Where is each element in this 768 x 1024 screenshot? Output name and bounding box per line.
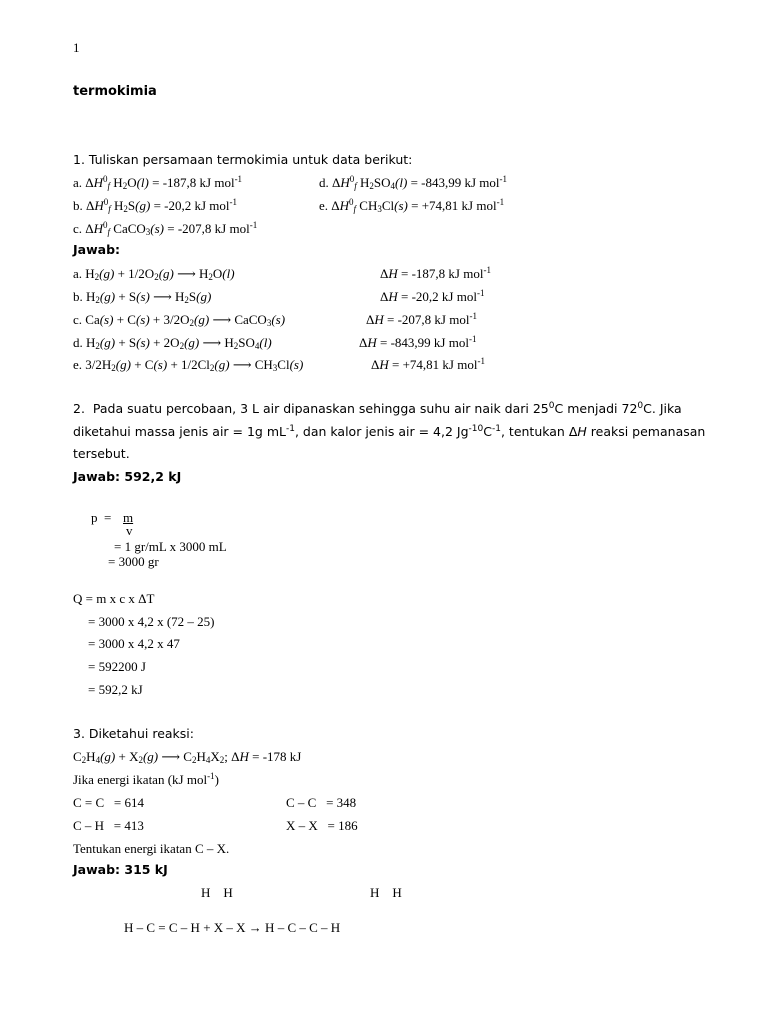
q2-answer: Jawab: 592,2 kJ xyxy=(73,469,182,484)
q1-data-a: a. $\Delta H^0_f$ $H_2O(l) = -187,8$ kJ mol$^{-1}$ xyxy=(73,174,243,191)
heat-step-3: = 592200 J xyxy=(88,659,146,674)
bond-cc-single: C – C = 348 xyxy=(286,795,357,810)
q2-line-3: tersebut. xyxy=(73,446,130,461)
q3-intro: 3. Diketahui reaksi: xyxy=(73,726,194,741)
density-numerator: m xyxy=(123,510,134,525)
document-title: termokimia xyxy=(73,84,157,99)
structure-top-left: H H xyxy=(201,885,233,900)
q1-answer-label: Jawab: xyxy=(73,242,121,257)
q1-answer-c-dh: ΔH = -207,8 kJ mol$^{-1}$ xyxy=(366,311,477,327)
q1-answer-e: e. $3/2H_2(g) + C(s) + 1/2Cl_2(g)$ ⟶ $CH_3Cl(s)$ xyxy=(73,357,304,373)
structure-top-right: H H xyxy=(370,885,402,900)
q1-answer-d-dh: ΔH = -843,99 kJ mol$^{-1}$ xyxy=(359,334,477,350)
q3-bond-energy-label: Jika energi ikatan (kJ mol$^{-1}$) xyxy=(73,771,219,787)
q1-answer-a: a. $H_2(g) + 1/2O_2(g)$ ⟶ $H_2O(l)$ xyxy=(73,266,235,282)
q3-reaction: $C_2H_4(g) + X_2(g)$ ⟶ $C_2H_4X_2$; ΔH = -178 kJ xyxy=(73,749,302,765)
bond-cc-double: C = C = 614 xyxy=(73,795,145,810)
q1-answer-e-dh: ΔH = +74,81 kJ mol$^{-1}$ xyxy=(371,356,485,372)
q1-data-d: d. $\Delta H^0_f$ $H_2SO_4(l) = -843,99$ kJ mol$^{-1}$ xyxy=(319,174,508,191)
q3-task: Tentukan energi ikatan C – X. xyxy=(73,841,230,856)
q2-line-1: 2. Pada suatu percobaan, 3 L air dipanaskan sehingga suhu air naik dari $25^0C$ menjadi $72^0C$. Jika xyxy=(73,401,682,416)
heat-step-2: = 3000 x 4,2 x 47 xyxy=(88,636,180,651)
bond-ch: C – H = 413 xyxy=(73,818,144,833)
density-lhs: p = xyxy=(91,510,115,525)
density-denominator: v xyxy=(126,523,133,538)
heat-formula: Q = m x c x ΔT xyxy=(73,591,155,606)
q1-answer-a-dh: ΔH = -187,8 kJ mol$^{-1}$ xyxy=(380,265,491,281)
q1-question: 1. Tuliskan persamaan termokimia untuk data berikut: xyxy=(73,152,413,167)
q1-answer-d: d. $H_2(g) + S(s) + 2O_2(g)$ ⟶ $H_2SO_4(l)$ xyxy=(73,335,272,351)
density-step-1: = 1 gr/mL x 3000 mL xyxy=(114,539,227,554)
heat-step-1: = 3000 x 4,2 x (72 – 25) xyxy=(88,614,215,629)
q1-data-b: b. $\Delta H^0_f$ $H_2S(g) = -20,2$ kJ mol$^{-1}$ xyxy=(73,197,238,214)
q1-answer-b: b. $H_2(g) + S(s)$ ⟶ $H_2S(g)$ xyxy=(73,289,212,305)
q1-answer-c: c. $Ca(s) + C(s) + 3/2O_2(g)$ ⟶ CaCO$_3$(s) xyxy=(73,312,286,328)
q2-line-2: diketahui massa jenis air = 1g $mL^{-1}$, dan kalor jenis air = 4,2 $Jg^{-10}C^{-1}$, tentukan ΔH reaksi pemanasan xyxy=(73,424,706,439)
q3-answer: Jawab: 315 kJ xyxy=(73,862,168,877)
bond-xx: X – X = 186 xyxy=(286,818,358,833)
q1-answer-b-dh: ΔH = -20,2 kJ mol$^{-1}$ xyxy=(380,288,485,304)
q1-data-c: c. $\Delta H^0_f$ CaCO$_3$(s) = -207,8 kJ mol$^{-1}$ xyxy=(73,220,258,237)
q1-data-e: e. $\Delta H^0_f$ $CH_3Cl(s) = +74,81$ kJ mol$^{-1}$ xyxy=(319,197,505,214)
page-number: 1 xyxy=(73,40,80,55)
heat-step-4: = 592,2 kJ xyxy=(88,682,143,697)
density-step-2: = 3000 gr xyxy=(108,554,159,569)
structure-main: H – C = C – H + X – X → H – C – C – H xyxy=(124,920,341,935)
